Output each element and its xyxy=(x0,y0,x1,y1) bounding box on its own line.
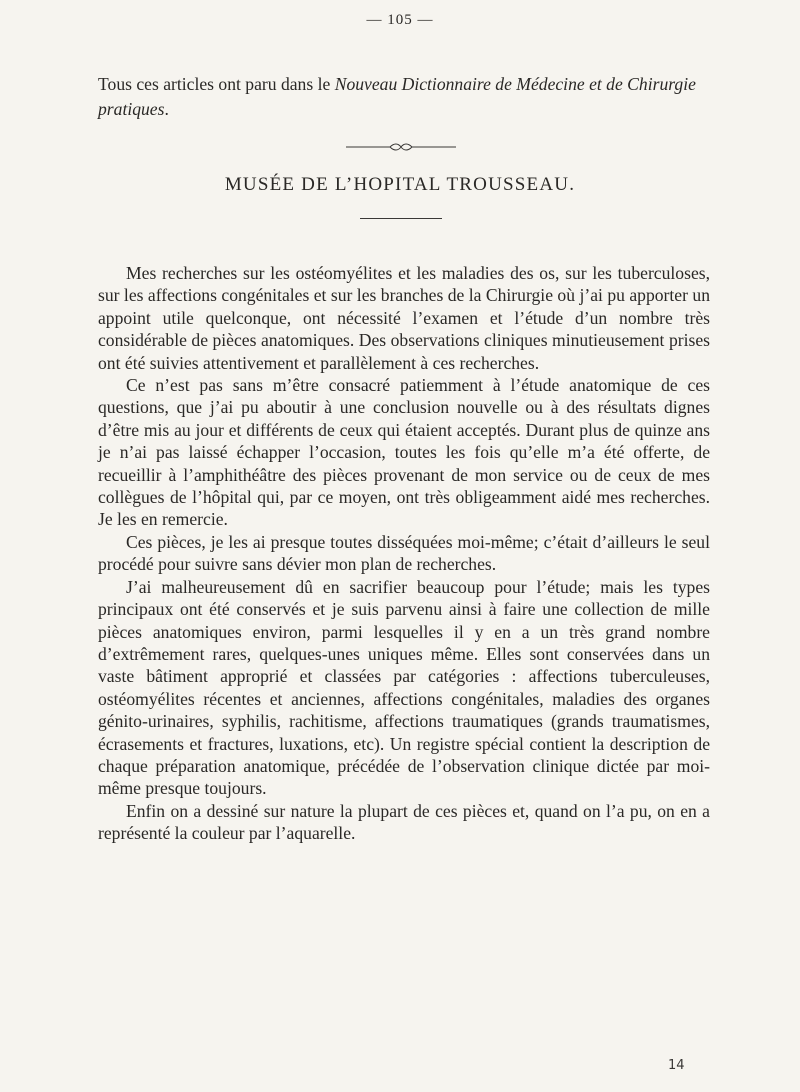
title-rule xyxy=(360,218,442,219)
intro-end: . xyxy=(164,99,169,119)
signature-mark: 14 xyxy=(668,1058,685,1073)
paragraph-5: Enfin on a dessiné sur nature la plupart de ces pièces et, quand on l’a pu, on en a représenté la couleur par l’aquarelle. xyxy=(98,800,710,844)
intro-title-italic: Nouveau Dictionnaire de Médecine et de Chirurgie pratiques xyxy=(98,74,696,119)
ornament-divider xyxy=(346,142,456,152)
paragraph-2: Ce n’est pas sans m’être consacré patiemment à l’étude anatomique de ces questions, que j’ai pu aboutir à une conclusion nouvelle ou à des résultats dignes d’être mis au jour et différents de ceux qui étaient acceptés. Durant plus de quinze ans je n’ai pas laissé échapper l’occasion, toutes les fois qu’elle m’a été offerte, de recueillir à l’amphithéâtre des pièces provenant de mon service ou de ceux de mes collègues de l’hôpital qui, par ce moyen, ont très obligeamment aidé mes recherches. Je les en remercie. xyxy=(98,375,710,530)
paragraph-3: Ces pièces, je les ai presque toutes disséquées moi-même; c’était d’ailleurs le seul procédé pour suivre sans dévier mon plan de recherches. xyxy=(98,531,710,575)
intro-paragraph xyxy=(98,72,708,122)
section-title: MUSÉE DE L’HOPITAL TROUSSEAU. xyxy=(224,174,576,195)
page-number: — 105 — xyxy=(366,12,434,28)
paragraph-4: J’ai malheureusement dû en sacrifier beaucoup pour l’étude; mais les types principaux ont été conservés et je suis parvenu ainsi à faire une collection de mille pièces anatomiques environ, parmi lesquelles il y en a un très grand nombre d’extrêmement rares, quelques-unes uniques même. Elles sont conservées dans un vaste bâtiment approprié et classées par catégories : affections tuberculeuses, ostéomyélites récentes et anciennes, affections congénitales, maladies des organes génito-urinaires, syphilis, rachitisme, affections traumatiques (grands traumatismes, écrasements et fractures, luxations, etc). Un registre spécial contient la description de chaque préparation anatomique, précédée de l’observation clinique dictée par moi-même presque toujours. xyxy=(98,576,710,799)
body-text xyxy=(98,262,710,845)
paragraph-1: Mes recherches sur les ostéomyélites et les maladies des os, sur les tuberculoses, sur les affections congénitales et sur les branches de la Chirurgie où j’ai pu apporter un appoint utile quelconque, ont nécessité l’examen et l’étude d’un nombre très considérable de pièces anatomiques. Des observations cliniques minutieusement prises ont été suivies attentivement et parallèlement à ces recherches. xyxy=(98,263,710,373)
intro-text: Tous ces articles ont paru dans le xyxy=(98,74,335,94)
